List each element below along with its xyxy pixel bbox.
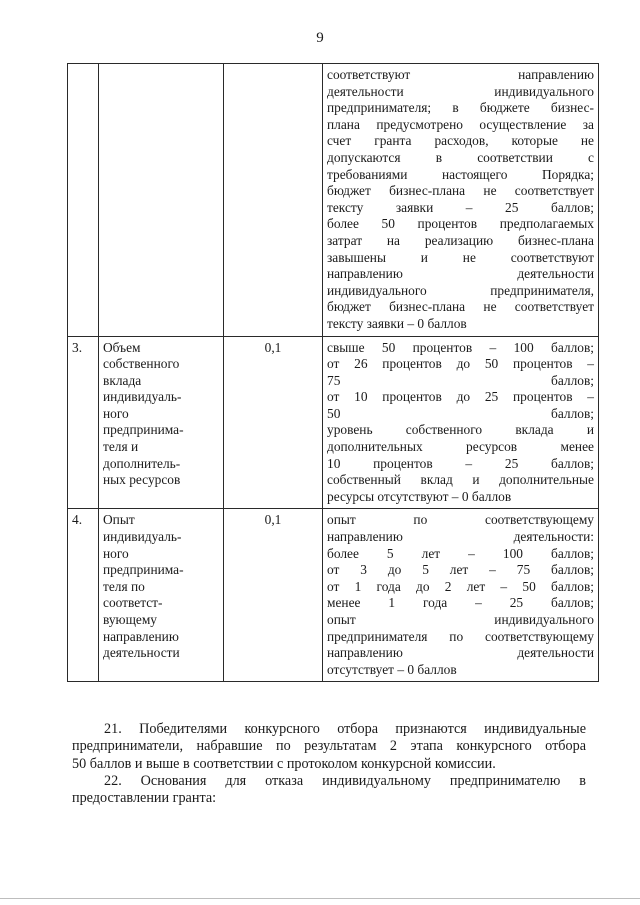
name-line: дополнитель- (103, 455, 181, 471)
paragraph-line: предприниматели, набравшие по результатам 2 этапа конкурсного отбора (72, 738, 586, 755)
row-number: 4. (68, 509, 99, 682)
name-line: деятельности (103, 645, 180, 661)
paragraph-22 (72, 773, 586, 808)
paragraph-line: 50 баллов и выше в соответствии с протоколом конкурсной комиссии. (72, 755, 496, 772)
criterion-weight: 0,1 (224, 509, 323, 682)
criterion-name (99, 336, 224, 509)
paragraph-21 (72, 721, 586, 773)
cell-weight-empty (224, 64, 323, 337)
criterion-scores (323, 509, 599, 682)
text-line: от 3 до 5 лет – 75 баллов; (327, 562, 594, 578)
name-line: вующему (103, 612, 157, 627)
criterion-weight: 0,1 (224, 336, 323, 509)
text-line: затрат на реализацию бизнес-плана (327, 232, 594, 248)
text-line: более 5 лет – 100 баллов; (327, 545, 594, 561)
text-line: индивидуального предпринимателя, (327, 282, 594, 298)
name-line: вклада (103, 372, 142, 388)
text-line: дополнительных ресурсов менее (327, 439, 594, 455)
text-line: ресурсы отсутствуют – 0 баллов (327, 488, 512, 504)
text-line: 50 баллов; (327, 405, 594, 421)
text-line: допускаются в соответствии с (327, 149, 594, 165)
name-line: ных ресурсов (103, 472, 181, 488)
name-line: ного (103, 405, 129, 421)
cell-name-empty (99, 64, 224, 337)
table-row-4 (68, 509, 599, 682)
name-line: собственного (103, 356, 180, 372)
text-line: деятельности индивидуального (327, 83, 594, 99)
text-line: от 26 процентов до 50 процентов – (327, 356, 594, 372)
row-number: 3. (68, 336, 99, 509)
text-line: тексту заявки – 25 баллов; (327, 199, 594, 215)
name-line: предпринима- (103, 422, 184, 438)
table-row-continuation (68, 64, 599, 337)
text-line: направлению деятельности (327, 266, 594, 282)
page-edge-divider (0, 898, 640, 899)
name-line: индивидуаль- (103, 389, 182, 405)
name-line: Объем (103, 339, 141, 355)
paragraph-line: предоставлении гранта: (72, 790, 217, 807)
page-number: 9 (316, 30, 324, 46)
text-line: счет гранта расходов, которые не (327, 133, 594, 149)
name-line: предпринима- (103, 562, 184, 578)
cell-score-continuation (323, 64, 599, 337)
text-line: соответствуют направлению (327, 67, 594, 82)
paragraph-line: 21. Победителями конкурсного отбора признаются индивидуальные (104, 721, 586, 737)
name-line: теля по (103, 578, 145, 594)
cell-number-empty (68, 64, 99, 337)
name-line: теля и (103, 439, 139, 455)
text-line: бюджет бизнес-плана не соответствует (327, 299, 594, 315)
criterion-name (99, 509, 224, 682)
criterion-scores (323, 336, 599, 509)
text-line: предпринимателя; в бюджете бизнес- (327, 100, 594, 116)
name-line: направлению (103, 628, 179, 644)
text-line: уровень собственного вклада и (327, 422, 594, 438)
text-line: отсутствует – 0 баллов (327, 661, 457, 677)
text-line: 75 баллов; (327, 372, 594, 388)
name-line: Опыт (103, 512, 135, 528)
text-line: от 1 года до 2 лет – 50 баллов; (327, 578, 594, 594)
text-line: менее 1 года – 25 баллов; (327, 595, 594, 611)
name-line: соответст- (103, 595, 163, 611)
paragraph-line: 22. Основания для отказа индивидуальному предпринимателю в (104, 773, 586, 789)
text-line: направлению деятельности (327, 645, 594, 661)
text-line: требованиями настоящего Порядка; (327, 166, 594, 182)
name-line: индивидуаль- (103, 529, 182, 545)
text-line: свыше 50 процентов – 100 баллов; (327, 339, 594, 355)
text-line: опыт индивидуального (327, 612, 594, 627)
text-line: тексту заявки – 0 баллов (327, 315, 467, 331)
table-row-3 (68, 336, 599, 509)
text-line: более 50 процентов предполагаемых (327, 216, 594, 232)
text-line: завышены и не соответствуют (327, 249, 594, 265)
text-line: опыт по соответствующему (327, 512, 594, 528)
text-line: собственный вклад и дополнительные (327, 472, 594, 488)
criteria-table (67, 63, 599, 682)
text-line: плана предусмотрено осуществление за (327, 116, 594, 132)
text-line: предпринимателя по соответствующему (327, 628, 594, 644)
name-line: ного (103, 545, 129, 561)
text-line: бюджет бизнес-плана не соответствует (327, 183, 594, 199)
text-line: направлению деятельности: (327, 529, 594, 545)
text-line: от 10 процентов до 25 процентов – (327, 389, 594, 405)
text-line: 10 процентов – 25 баллов; (327, 455, 594, 471)
